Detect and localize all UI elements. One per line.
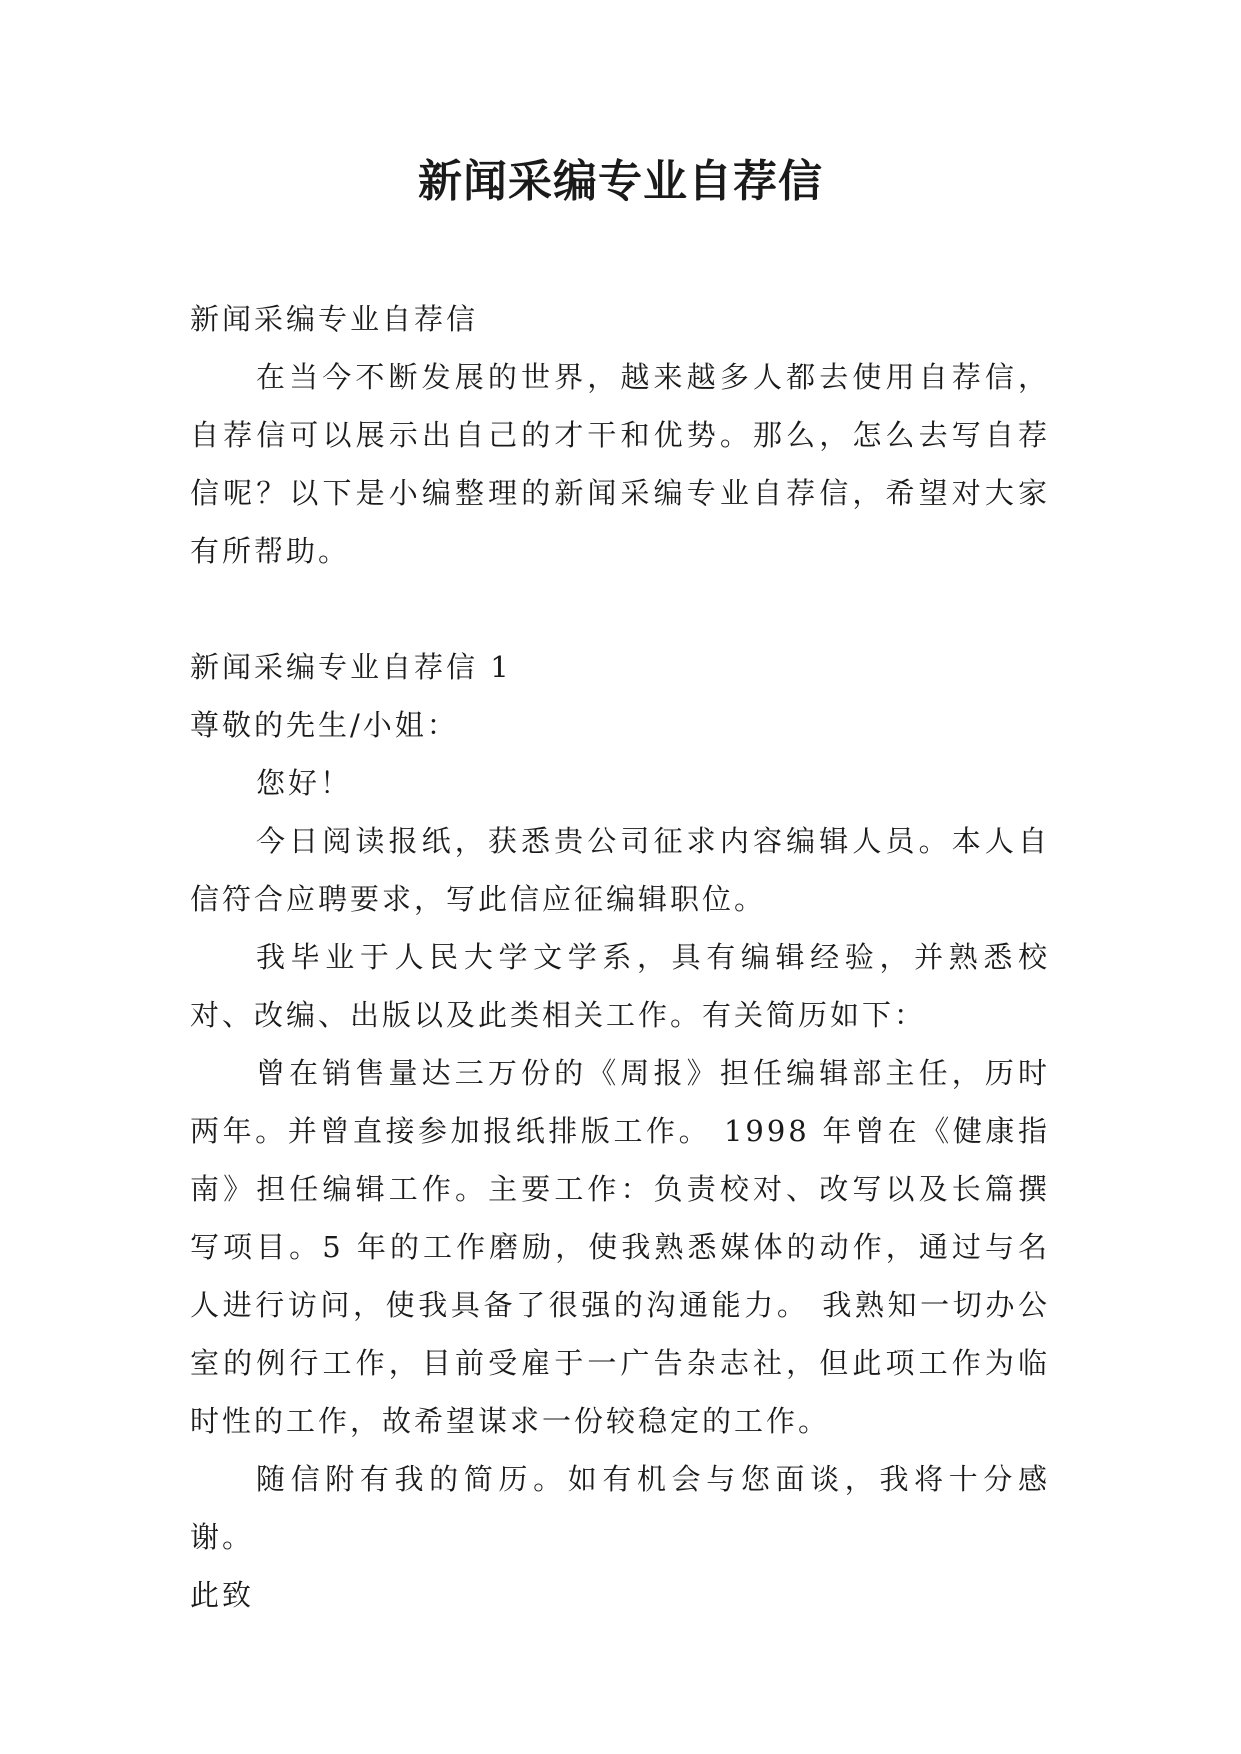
document-body	[190, 290, 1050, 1624]
greeting: 您好！	[256, 766, 353, 800]
section-spacer	[190, 580, 1050, 638]
letter-heading: 新闻采编专业自荐信 1	[190, 650, 512, 684]
letter-paragraph-3: 曾在销售量达三万份的《周报》担任编辑部主任，历时两年。并曾直接参加报纸排版工作。 1998 年曾在《健康指南》担任编辑工作。主要工作：负责校对、改写以及长篇撰写项目。5 年的工作磨励，使我熟悉媒体的动作，通过与名人进行访问，使我具备了很强的沟通能力。 我熟知一切办公室的例行工作，目前受雇于一广告杂志社，但此项工作为临时性的工作，故希望谋求一份较稳定的工作。	[190, 1056, 1050, 1438]
letter-paragraph-4: 随信附有我的简历。如有机会与您面谈，我将十分感谢。	[190, 1462, 1050, 1554]
letter-paragraph-1: 今日阅读报纸，获悉贵公司征求内容编辑人员。本人自信符合应聘要求，写此信应征编辑职位。	[190, 824, 1050, 916]
document-title: 新闻采编专业自荐信	[418, 156, 823, 207]
salutation: 尊敬的先生/小姐：	[190, 708, 459, 742]
closing: 此致	[190, 1578, 255, 1612]
letter-paragraph-2: 我毕业于人民大学文学系，具有编辑经验，并熟悉校对、改编、出版以及此类相关工作。有关简历如下：	[190, 940, 1050, 1032]
intro-heading: 新闻采编专业自荐信	[190, 302, 479, 336]
intro-paragraph: 在当今不断发展的世界，越来越多人都去使用自荐信，自荐信可以展示出自己的才干和优势。那么，怎么去写自荐信呢？以下是小编整理的新闻采编专业自荐信，希望对大家有所帮助。	[190, 360, 1050, 568]
